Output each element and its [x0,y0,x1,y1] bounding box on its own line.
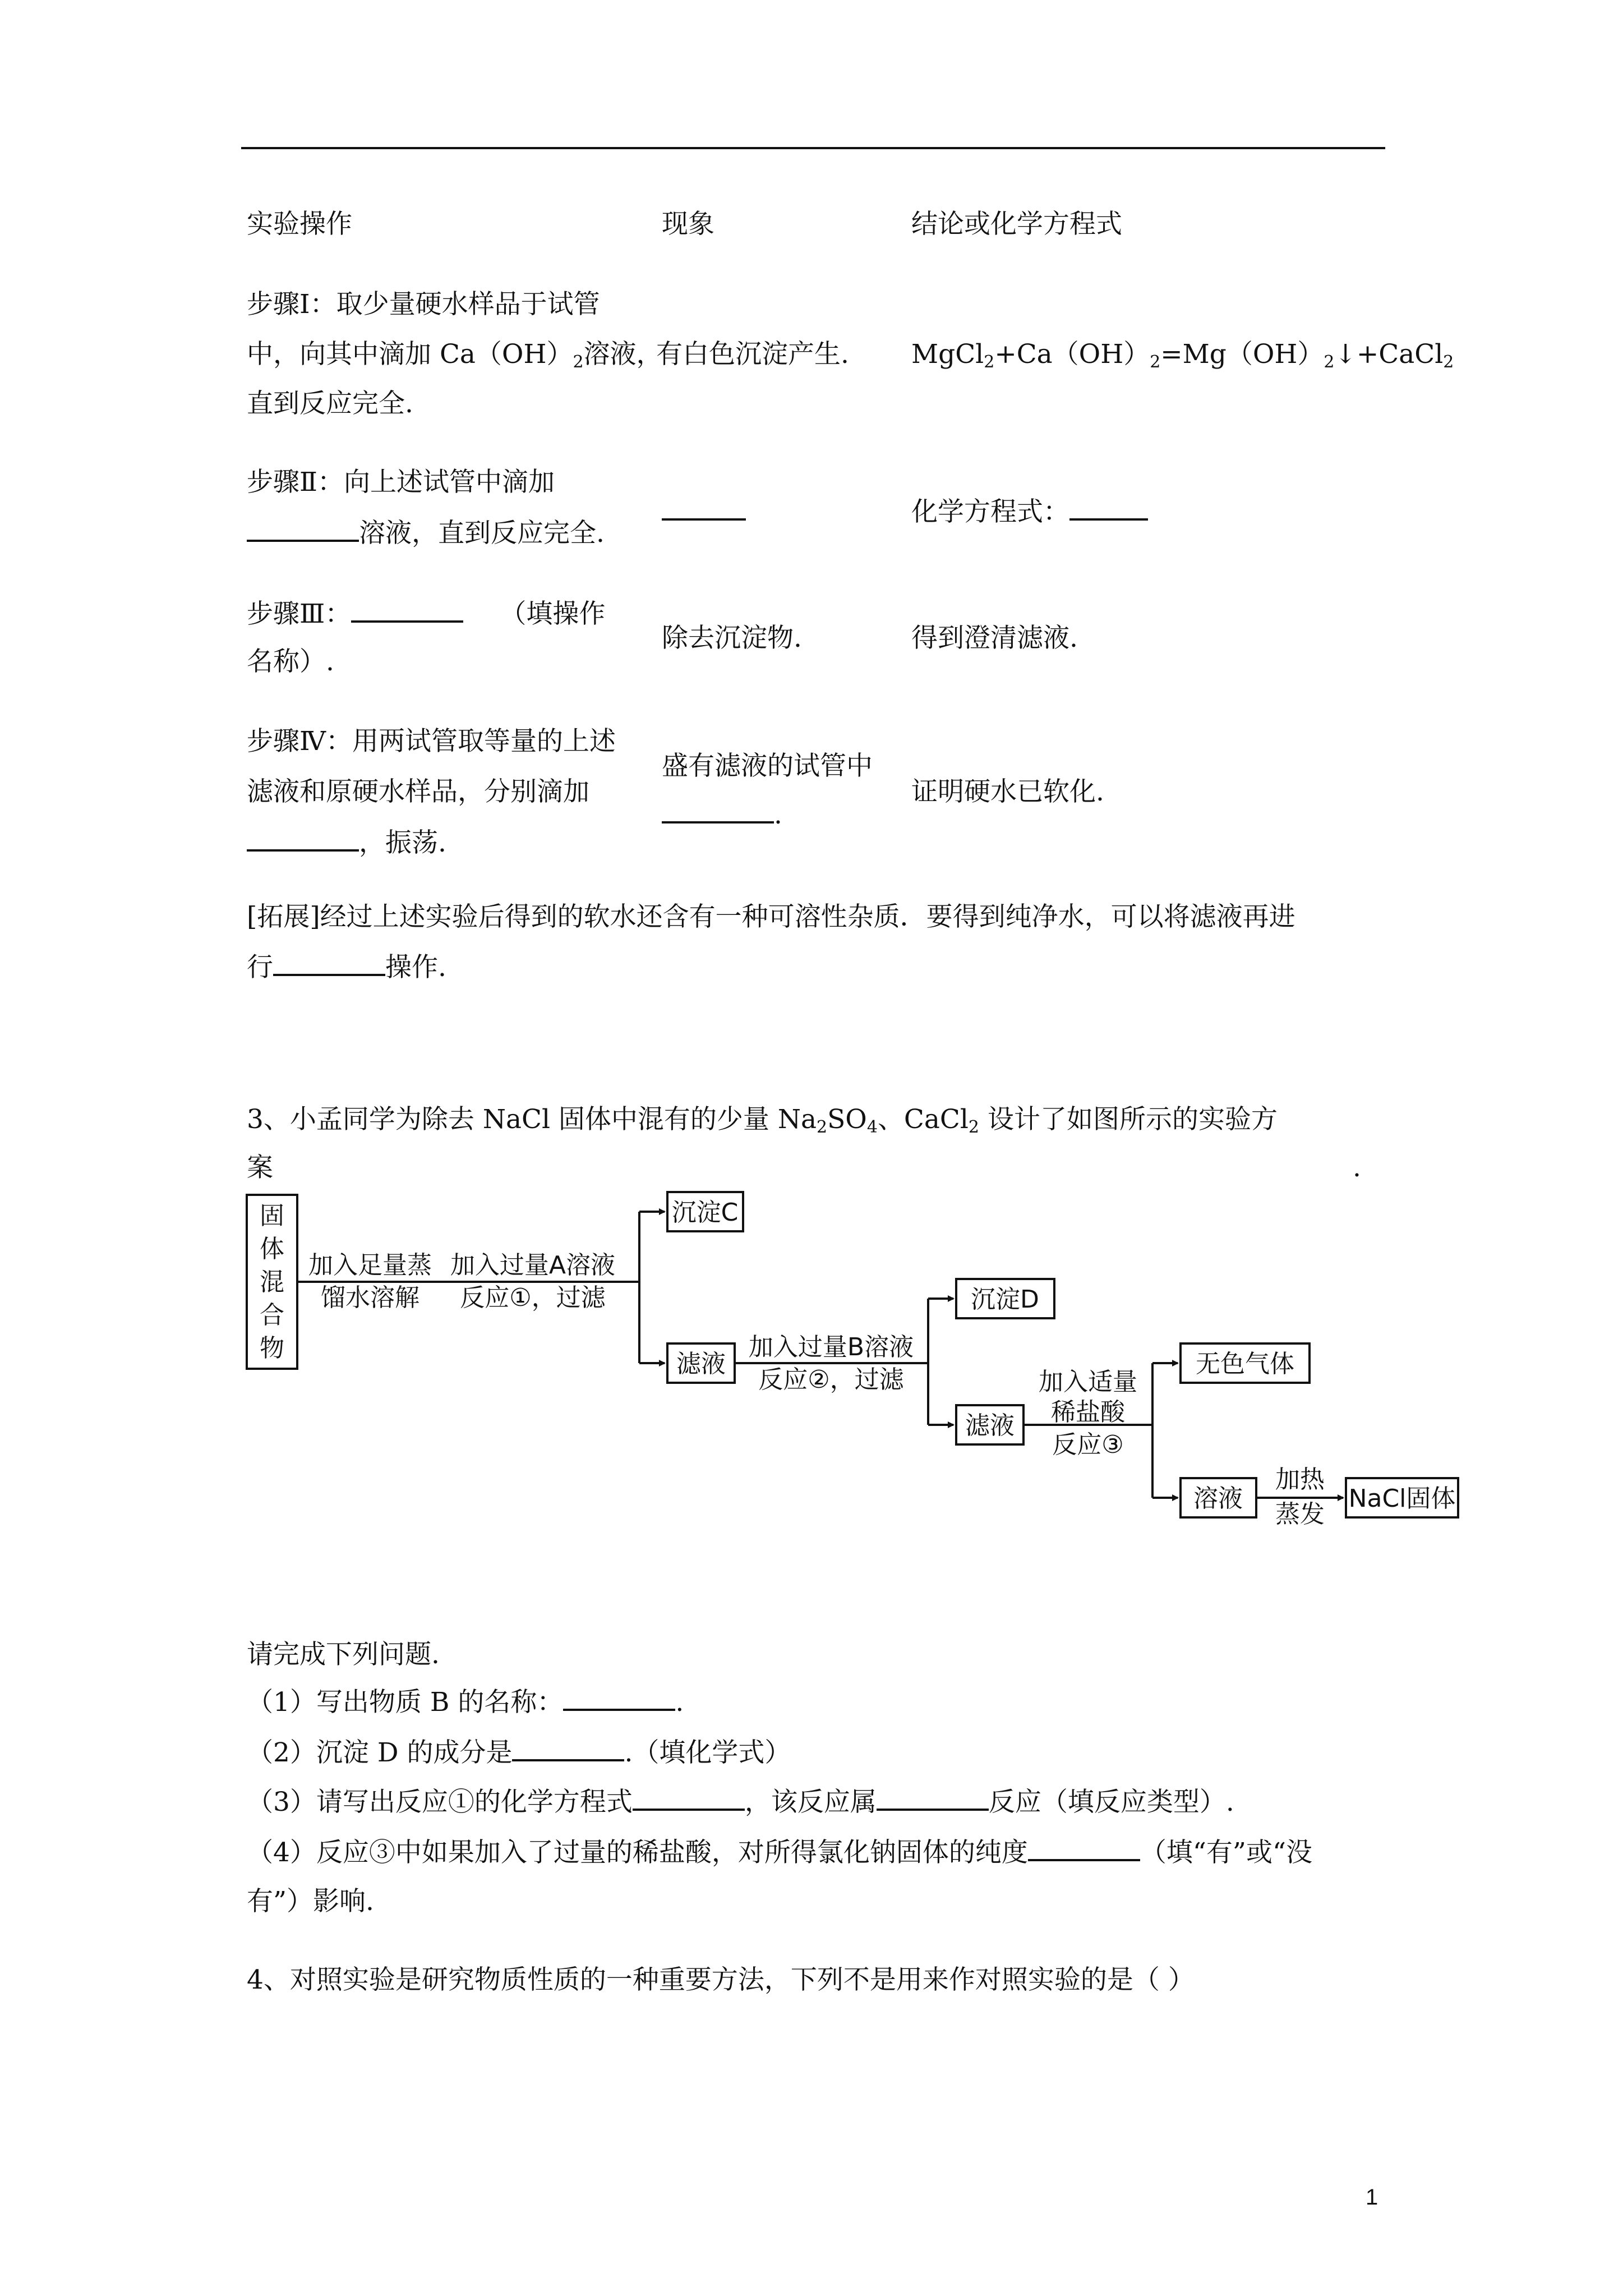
step3-phenomenon: 除去沉淀物. [662,623,802,654]
arrow5-label-line1: 加热 [1275,1465,1325,1494]
q3-line2-end: . [1353,1152,1361,1183]
question-3: （3）请写出反应①的化学方程式 ，该反应属 反应（填反应类型）. [247,1784,1234,1819]
extension-line2: 行 操作. [247,949,446,984]
q2-blank[interactable] [512,1734,624,1761]
filtrate1-label: 滤液 [676,1350,726,1378]
step2-reagent-blank[interactable] [247,515,359,542]
arrow4-label-line1: 加入适量 [1039,1368,1137,1396]
step3-operation-blank[interactable] [351,596,463,623]
step4-phenomenon-line1: 盛有滤液的试管中 [662,751,873,781]
start-char-1: 固 [260,1202,284,1230]
step4-phenomenon-blank[interactable] [662,797,774,823]
experiment-flowchart [241,1178,1497,1548]
arrow3-label-line2: 反应②，过滤 [758,1365,904,1394]
extension-blank[interactable] [273,949,385,976]
step3-op-line1: 步骤Ⅲ： （填操作 [247,596,605,631]
page-number: 1 [1366,2185,1378,2210]
step3-op-line2: 名称）. [247,646,334,677]
step3-conclusion: 得到澄清滤液. [911,623,1078,654]
step1-equation: $MgCl_2+Ca(OH)_2=Mg(OH)_2↓+CaCl_2$ [911,339,1454,372]
arrow1-label-line1: 加入足量蒸 [308,1251,432,1280]
question-2: （2）沉淀 D 的成分是 .（填化学式） [247,1734,791,1770]
q3-equation-blank[interactable] [633,1784,745,1811]
step1-op-line1: 步骤Ⅰ：取少量硬水样品于试管 [247,289,600,320]
start-char-3: 混 [260,1268,284,1296]
step4-reagent-blank[interactable] [247,825,359,852]
arrow3-label-line1: 加入过量B溶液 [748,1333,914,1361]
q4-title: 4、对照实验是研究物质性质的一种重要方法，下列不是用来作对照实验的是（ ） [247,1964,1195,1995]
nacl-solid-label: NaCl固体 [1348,1484,1456,1513]
step4-conclusion: 证明硬水已软化. [911,776,1104,807]
solution-label: 溶液 [1193,1484,1243,1513]
step2-equation-blank[interactable] [1069,494,1148,521]
questions-intro: 请完成下列问题. [247,1639,440,1670]
step4-phenomenon-line2: . [662,797,782,832]
q4-blank[interactable] [1028,1834,1140,1861]
step4-op-line2: 滤液和原硬水样品，分别滴加 [247,776,589,807]
q3-line1: 3、小孟同学为除去 NaCl 固体中混有的少量 $Na_2SO_4$、CaCl$_2$ 设计了如图所示的实验方 [247,1104,1278,1137]
q1-blank[interactable] [563,1684,675,1711]
gas-label: 无色气体 [1196,1350,1294,1378]
extension-line1: [拓展]经过上述实验后得到的软水还含有一种可溶性杂质．要得到纯净水，可以将滤液再进 [247,901,1295,932]
arrow5-label-line2: 蒸发 [1275,1500,1325,1529]
q3-line2: 案 [247,1152,273,1183]
precip-c-label: 沉淀C [671,1198,739,1227]
arrow4-label-line3: 反应③ [1052,1430,1124,1459]
step4-op-line3: ，振荡. [247,825,446,860]
start-char-2: 体 [260,1235,284,1263]
arrow2-label-line1: 加入过量A溶液 [450,1251,616,1280]
step2-conclusion: 化学方程式： [911,494,1148,529]
step1-op-line3: 直到反应完全. [247,388,413,419]
step2-op-line2: 溶液，直到反应完全. [247,515,605,550]
step4-op-line1: 步骤Ⅳ：用两试管取等量的上述 [247,726,616,757]
step1-op-line2: 中，向其中滴加 $Ca(OH)_2$溶液， [247,339,663,372]
start-char-5: 物 [260,1334,284,1363]
question-1: （1）写出物质 B 的名称： . [247,1684,684,1719]
arrow1-label-line2: 馏水溶解 [321,1283,419,1312]
header-rule [241,147,1385,149]
arrow4-label-line2: 稀盐酸 [1051,1398,1125,1427]
filtrate2-label: 滤液 [965,1411,1015,1440]
step1-phenomenon: 有白色沉淀产生. [656,339,849,370]
arrow2-label-line2: 反应①，过滤 [460,1283,606,1312]
q3-type-blank[interactable] [877,1784,989,1811]
step2-phenomenon [662,494,746,529]
question-4-line1: （4）反应③中如果加入了过量的稀盐酸，对所得氯化钠固体的纯度 （填“有”或“没 [247,1834,1312,1870]
header-operation: 实验操作 [247,209,352,240]
precip-d-label: 沉淀D [971,1285,1039,1314]
step2-op-line1: 步骤Ⅱ：向上述试管中滴加 [247,467,555,498]
question-4-line2: 有”）影响. [247,1886,374,1917]
header-phenomenon: 现象 [662,209,714,240]
header-conclusion: 结论或化学方程式 [911,209,1122,240]
start-char-4: 合 [260,1301,284,1329]
step2-phenomenon-blank[interactable] [662,494,746,521]
